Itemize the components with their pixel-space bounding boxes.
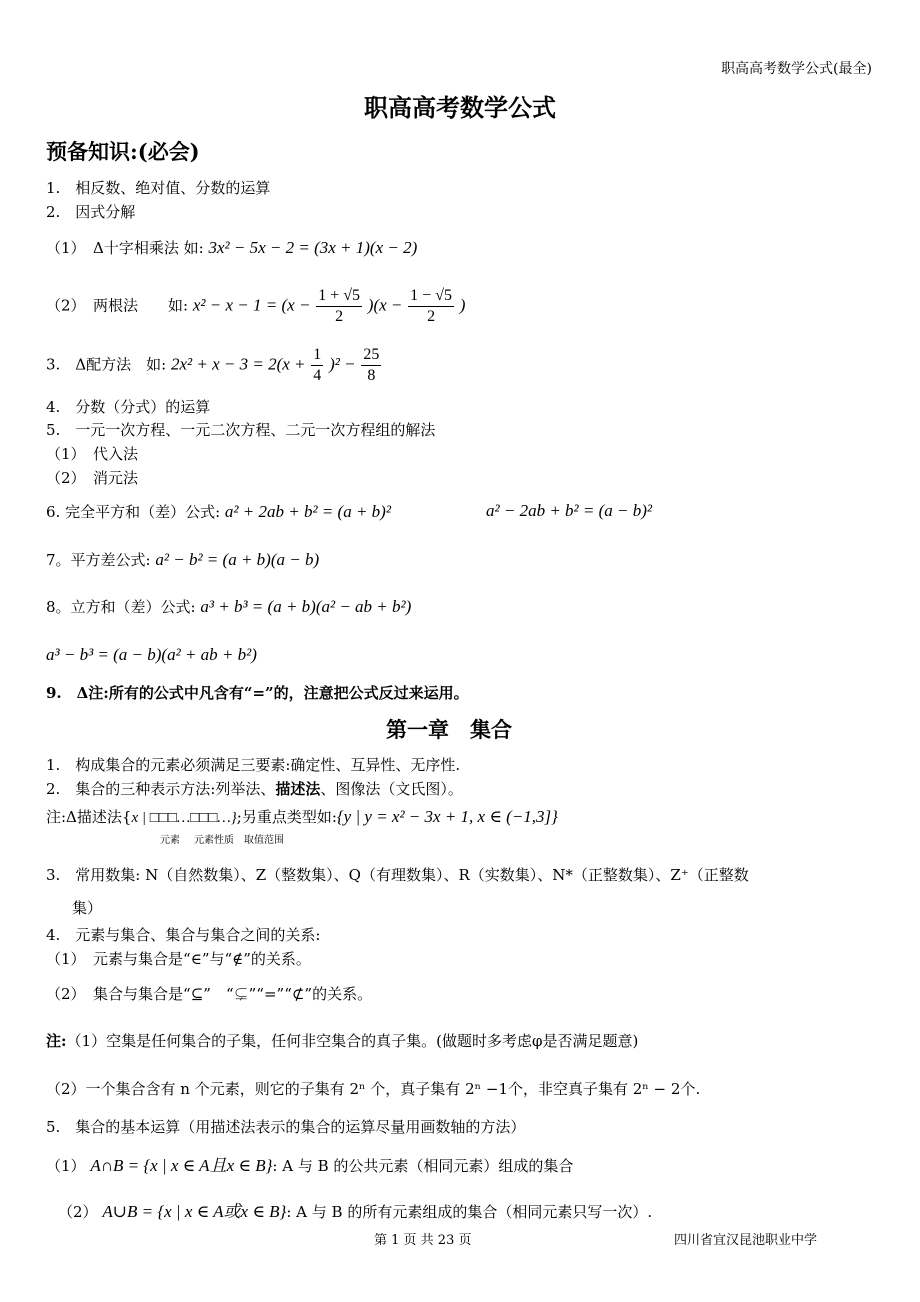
chapter-1-item-2-text-a: 2. 集合的三种表示方法:列举法、 xyxy=(46,780,276,798)
chapter-1-item-3-line-2: 集） xyxy=(72,899,103,917)
prep-item-4: 4. 分数（分式）的运算 xyxy=(46,398,211,416)
fraction-numerator: 1 − √5 xyxy=(408,286,454,307)
prep-item-8-formula-2: a³ − b³ = (a − b)(a² + ab + b²) xyxy=(46,645,257,664)
note-caption-property: 元素性质 xyxy=(194,835,234,846)
prep-item-9-note: 9. Δ注:所有的公式中凡含有“=”的，注意把公式反过来运用。 xyxy=(46,684,469,702)
chapter-1-item-5-sub-1 xyxy=(46,1151,573,1176)
prep-item-3-formula-a: 2x² + x − 3 = 2(x + xyxy=(170,354,306,374)
prep-item-1: 1. 相反数、绝对值、分数的运算 xyxy=(46,179,271,197)
prep-item-3-formula-b: )² − xyxy=(329,354,356,374)
fraction-denominator: 2 xyxy=(427,308,436,325)
item-5-sub-2-label: （2） xyxy=(58,1203,98,1221)
prep-item-5-sub-1: （1） 代入法 xyxy=(46,445,139,463)
fraction-denominator: 8 xyxy=(367,367,376,384)
prep-item-8-formula-1: a³ + b³ = (a + b)(a² − ab + b²) xyxy=(200,597,412,616)
prep-item-6 xyxy=(46,501,391,522)
running-header: 职高高考数学公式(最全) xyxy=(721,61,872,77)
intersection-formula: A∩B = {x | x ∈ A且x ∈ B} xyxy=(90,1156,273,1175)
chapter-1-note-description-method xyxy=(46,806,558,827)
prep-sub-2 xyxy=(46,286,465,327)
note-set-form: x | □□□…□□□…} xyxy=(131,810,237,826)
chapter-1-note-3: （2）一个集合含有 n 个元素，则它的子集有 2ⁿ 个，真子集有 2ⁿ −1个，非空真子集有 2ⁿ − 2个. xyxy=(46,1080,701,1098)
chapter-1-item-1: 1. 构成集合的元素必须满足三要素:确定性、互异性、无序性. xyxy=(46,756,461,774)
note-caption-range: 取值范围 xyxy=(244,835,284,846)
fraction-numerator: 25 xyxy=(361,345,381,366)
item-5-sub-2-text: : A 与 B 的所有元素组成的集合（相同元素只写一次）. xyxy=(286,1203,653,1221)
prep-item-6-formula-1: a² + 2ab + b² = (a + b)² xyxy=(224,502,391,521)
chapter-1-item-5: 5. 集合的基本运算（用描述法表示的集合的运算尽量用画数轴的方法） xyxy=(46,1118,526,1136)
fraction-denominator: 2 xyxy=(335,308,344,325)
prep-item-3-label: 3. Δ配方法 如: xyxy=(46,355,167,374)
note-tail: ;另重点类型如: xyxy=(236,808,337,826)
prep-sub-2-label: （2） 两根法 如: xyxy=(46,296,189,315)
chapter-1-item-4-sub-2: （2） 集合与集合是“⊆” “⊊”“=”“⊄”的关系。 xyxy=(46,985,373,1003)
chapter-1-item-2-bold: 描述法 xyxy=(275,780,321,798)
item-5-sub-1-text: : A 与 B 的公共元素（相同元素）组成的集合 xyxy=(272,1157,574,1175)
chapter-1-item-2 xyxy=(46,778,463,799)
chapter-1-item-3-line-1: 3. 常用数集: N（自然数集）、Z（整数集）、Q（有理数集）、R（实数集）、N*（正整数集）、Z⁺（正整数 xyxy=(46,866,749,884)
prep-sub-2-formula-c: ) xyxy=(459,295,466,315)
page-title: 职高高考数学公式 xyxy=(364,93,556,122)
prep-item-7-formula: a² − b² = (a + b)(a − b) xyxy=(155,550,320,569)
chapter-1-item-5-sub-2 xyxy=(58,1197,652,1222)
prep-sub-1 xyxy=(46,237,417,258)
section-heading-prep: 预备知识:(必会) xyxy=(46,139,200,164)
prep-sub-2-formula-b: )(x − xyxy=(367,295,403,315)
prep-sub-2-fraction-1 xyxy=(316,286,362,327)
prep-item-2: 2. 因式分解 xyxy=(46,203,136,221)
prep-sub-2-fraction-2 xyxy=(408,286,454,327)
fraction-denominator: 4 xyxy=(313,367,322,384)
note-label: 注:Δ描述法{ xyxy=(46,808,132,826)
fraction-numerator: 1 xyxy=(311,345,323,366)
note-2-label: 注: xyxy=(46,1032,67,1050)
prep-item-6-formula-2: a² − 2ab + b² = (a − b)² xyxy=(486,501,652,520)
prep-item-8-label: 8。立方和（差）公式: xyxy=(46,598,196,616)
prep-item-7 xyxy=(46,549,319,570)
prep-item-6-label: 6. 完全平方和（差）公式: xyxy=(46,503,221,521)
union-formula: A∪B = {x | x ∈ A或x ∈ B} xyxy=(102,1202,287,1221)
prep-item-5-sub-2: （2） 消元法 xyxy=(46,469,139,487)
prep-item-3 xyxy=(46,345,382,386)
chapter-1-item-4: 4. 元素与集合、集合与集合之间的关系: xyxy=(46,926,321,944)
note-formula: {y | y = x² − 3x + 1, x ∈ (−1,3]} xyxy=(336,807,558,826)
note-caption-element: 元素 xyxy=(160,835,180,846)
note-2-text: （1）空集是任何集合的子集，任何非空集合的真子集。(做题时多考虑φ是否满足题意) xyxy=(66,1032,639,1050)
prep-item-7-label: 7。平方差公式: xyxy=(46,551,151,569)
prep-item-3-fraction-2 xyxy=(361,345,381,386)
prep-sub-1-formula: 3x² − 5x − 2 = (3x + 1)(x − 2) xyxy=(208,238,418,257)
item-5-sub-1-label: （1） xyxy=(46,1157,86,1175)
chapter-1-heading: 第一章 集合 xyxy=(386,717,512,742)
prep-sub-2-formula-a: x² − x − 1 = (x − xyxy=(192,295,311,315)
prep-sub-1-label: （1） Δ十字相乘法 如: xyxy=(46,239,204,257)
chapter-1-note-2 xyxy=(46,1030,638,1051)
chapter-1-item-2-text-b: 、图像法（文氏图）。 xyxy=(320,780,463,798)
fraction-numerator: 1 + √5 xyxy=(316,286,362,307)
footer-page-number: 第 1 页 共 23 页 xyxy=(374,1233,472,1248)
prep-item-8 xyxy=(46,596,411,617)
footer-school-name: 四川省宜汉昆池职业中学 xyxy=(674,1233,818,1248)
chapter-1-item-4-sub-1: （1） 元素与集合是“∈”与“∉”的关系。 xyxy=(46,950,311,968)
prep-item-5: 5. 一元一次方程、一元二次方程、二元一次方程组的解法 xyxy=(46,421,436,439)
prep-item-3-fraction-1 xyxy=(311,345,323,386)
